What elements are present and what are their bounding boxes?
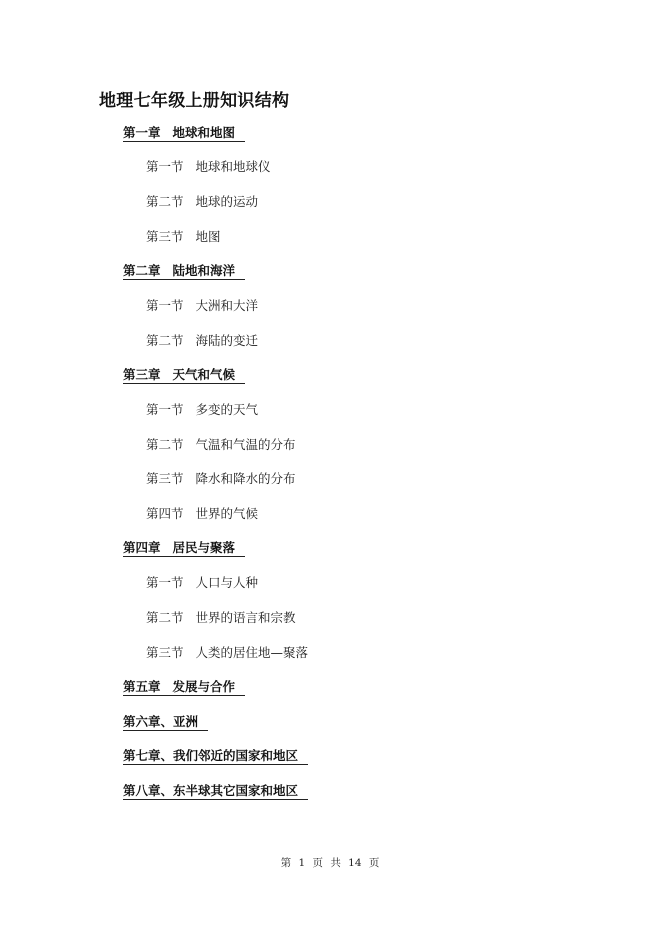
section-number: 第一节 bbox=[146, 159, 184, 174]
section-title: 世界的语言和宗教 bbox=[195, 610, 296, 625]
section-title: 降水和降水的分布 bbox=[195, 471, 296, 486]
chapter-title: 发展与合作 bbox=[172, 679, 236, 694]
section-item bbox=[146, 228, 221, 245]
chapter-title: 陆地和海洋 bbox=[172, 263, 236, 278]
section-item bbox=[146, 470, 296, 487]
chapter-heading bbox=[123, 678, 245, 696]
section-item bbox=[146, 436, 296, 453]
section-item bbox=[146, 158, 271, 175]
chapter-title: 第六章、亚洲 bbox=[123, 714, 199, 729]
section-number: 第一节 bbox=[146, 575, 184, 590]
page-footer: 第 1 页 共 14 页 bbox=[280, 857, 380, 869]
chapter-heading bbox=[123, 366, 245, 384]
section-title: 大洲和大洋 bbox=[195, 298, 259, 313]
section-title: 气温和气温的分布 bbox=[195, 437, 296, 452]
section-title: 人口与人种 bbox=[195, 575, 259, 590]
section-number: 第二节 bbox=[146, 610, 184, 625]
section-number: 第三节 bbox=[146, 471, 184, 486]
section-number: 第二节 bbox=[146, 333, 184, 348]
page-title: 地理七年级上册知识结构 bbox=[99, 91, 290, 111]
section-number: 第一节 bbox=[146, 298, 184, 313]
chapter-title: 第七章、我们邻近的国家和地区 bbox=[123, 748, 299, 763]
section-item bbox=[146, 574, 258, 591]
section-number: 第三节 bbox=[146, 229, 184, 244]
section-item bbox=[146, 609, 296, 626]
section-item bbox=[146, 505, 258, 522]
section-number: 第一节 bbox=[146, 402, 184, 417]
chapter-title: 第八章、东半球其它国家和地区 bbox=[123, 783, 299, 798]
chapter-title: 居民与聚落 bbox=[172, 540, 236, 555]
chapter-number: 第二章 bbox=[123, 263, 161, 278]
section-title: 人类的居住地—聚落 bbox=[195, 645, 309, 660]
section-number: 第二节 bbox=[146, 194, 184, 209]
section-item bbox=[146, 193, 258, 210]
chapter-heading bbox=[123, 124, 245, 142]
section-title: 地图 bbox=[195, 229, 221, 244]
chapter-heading bbox=[123, 713, 208, 731]
section-item bbox=[146, 401, 258, 418]
section-item bbox=[146, 297, 258, 314]
section-title: 多变的天气 bbox=[195, 402, 259, 417]
section-number: 第二节 bbox=[146, 437, 184, 452]
chapter-number: 第四章 bbox=[123, 540, 161, 555]
chapter-heading bbox=[123, 262, 245, 280]
chapter-heading bbox=[123, 747, 308, 765]
section-number: 第三节 bbox=[146, 645, 184, 660]
section-title: 世界的气候 bbox=[195, 506, 259, 521]
section-title: 地球和地球仪 bbox=[195, 159, 271, 174]
section-title: 地球的运动 bbox=[195, 194, 259, 209]
section-number: 第四节 bbox=[146, 506, 184, 521]
chapter-number: 第五章 bbox=[123, 679, 161, 694]
chapter-heading bbox=[123, 539, 245, 557]
chapter-number: 第三章 bbox=[123, 367, 161, 382]
section-item bbox=[146, 644, 308, 661]
chapter-heading bbox=[123, 782, 308, 800]
section-title: 海陆的变迁 bbox=[195, 333, 259, 348]
chapter-title: 天气和气候 bbox=[172, 367, 236, 382]
chapter-number: 第一章 bbox=[123, 125, 161, 140]
section-item bbox=[146, 332, 258, 349]
chapter-title: 地球和地图 bbox=[172, 125, 236, 140]
